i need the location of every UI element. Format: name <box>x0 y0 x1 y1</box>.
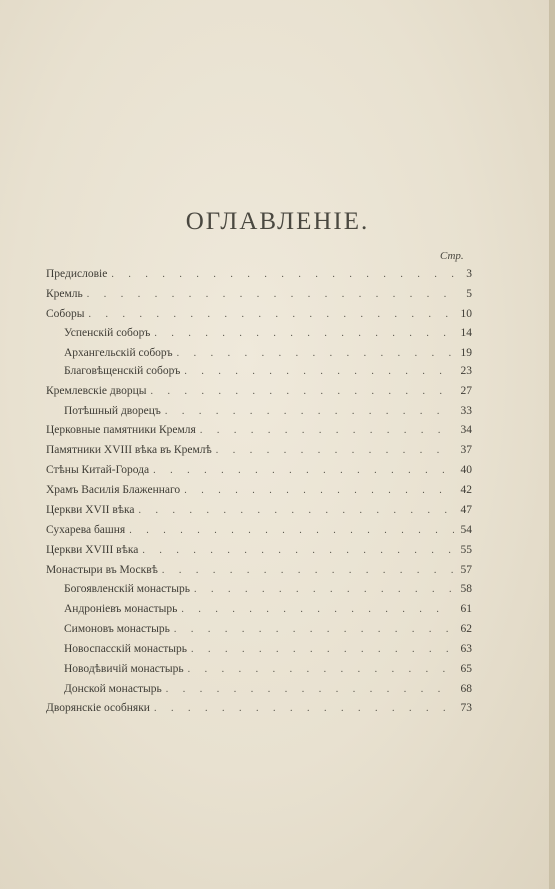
toc-entry <box>64 583 472 601</box>
dot-leader <box>111 269 454 280</box>
dot-leader <box>184 485 454 496</box>
toc-entry-page-number: 3 <box>466 268 472 280</box>
toc-entry-page-number: 57 <box>460 564 472 576</box>
toc-entry <box>46 288 472 306</box>
toc-entry-title: Сухарева башня <box>46 524 126 536</box>
toc-entry-title: Богоявленскiй монастырь <box>64 583 190 595</box>
toc-entry <box>64 683 472 701</box>
toc-entry-page-number: 19 <box>460 347 472 359</box>
toc-entry-title: Потѣшный дворецъ <box>64 405 161 417</box>
toc-entry <box>64 405 472 423</box>
toc-entry-title: Новодѣвичiй монастырь <box>64 663 184 675</box>
dot-leader <box>191 644 454 655</box>
dot-leader <box>89 309 455 320</box>
toc-entry <box>46 268 472 286</box>
toc-entry <box>64 663 472 681</box>
toc-entry-title: Кремлевскiе дворцы <box>46 385 147 397</box>
toc-entry-title: Успенскiй соборъ <box>64 327 151 339</box>
dot-leader <box>154 328 454 339</box>
toc-entry-title: Донской монастырь <box>64 683 162 695</box>
dot-leader <box>194 584 454 595</box>
toc-entry-page-number: 73 <box>460 702 472 714</box>
toc-entry-page-number: 37 <box>460 444 472 456</box>
toc-entry <box>46 524 472 542</box>
dot-leader <box>165 406 454 417</box>
toc-entry <box>46 464 472 482</box>
toc-entry <box>46 385 472 403</box>
toc-entry-title: Монастыри въ Москвѣ <box>46 564 158 576</box>
toc-entry <box>64 347 472 365</box>
toc-entry <box>64 327 472 345</box>
toc-entry-page-number: 42 <box>460 484 472 496</box>
toc-entry-page-number: 65 <box>460 663 472 675</box>
toc-entry-page-number: 23 <box>460 365 472 377</box>
toc-entry-page-number: 54 <box>460 524 472 536</box>
toc-entry-page-number: 47 <box>460 504 472 516</box>
toc-entry-page-number: 10 <box>460 308 472 320</box>
toc-entry-title: Благовѣщенскiй соборъ <box>64 365 181 377</box>
toc-entry-page-number: 27 <box>460 385 472 397</box>
toc-entry <box>64 365 472 383</box>
toc-entry-title: Церковные памятники Кремля <box>46 424 196 436</box>
dot-leader <box>139 505 454 516</box>
toc-entry-page-number: 55 <box>460 544 472 556</box>
toc-entry-page-number: 61 <box>460 603 472 615</box>
toc-entry <box>64 623 472 641</box>
toc-entry-page-number: 58 <box>460 583 472 595</box>
toc-entry-title: Архангельскiй соборъ <box>64 347 173 359</box>
dot-leader <box>184 366 454 377</box>
toc-entry <box>46 424 472 442</box>
page-column-label: Стр. <box>440 250 464 262</box>
toc-entry-page-number: 68 <box>460 683 472 695</box>
toc-entry-title: Стѣны Китай-Города <box>46 464 150 476</box>
dot-leader <box>142 545 454 556</box>
toc-entry-title: Кремль <box>46 288 83 300</box>
toc-entry <box>46 702 472 720</box>
dot-leader <box>216 445 454 456</box>
toc-entry-title: Церкви XVII вѣка <box>46 504 135 516</box>
toc-entry-page-number: 40 <box>460 464 472 476</box>
toc-entry-title: Андронiевъ монастырь <box>64 603 178 615</box>
toc-entry-page-number: 14 <box>460 327 472 339</box>
toc-entry-page-number: 63 <box>460 643 472 655</box>
toc-entry <box>46 308 472 326</box>
dot-leader <box>166 684 454 695</box>
toc-entry-title: Соборы <box>46 308 85 320</box>
toc-entry <box>46 564 472 582</box>
dot-leader <box>129 525 454 536</box>
toc-entry-page-number: 33 <box>460 405 472 417</box>
toc-entry-title: Храмъ Василiя Блаженнаго <box>46 484 181 496</box>
dot-leader <box>162 565 454 576</box>
dot-leader <box>174 624 454 635</box>
dot-leader <box>181 604 454 615</box>
dot-leader <box>87 289 454 300</box>
toc-entry <box>64 603 472 621</box>
toc-entry-title: Предисловiе <box>46 268 108 280</box>
toc-entry-title: Церкви XVIII вѣка <box>46 544 139 556</box>
contents-heading: ОГЛАВЛЕНIЕ. <box>185 208 370 235</box>
dot-leader <box>154 703 454 714</box>
dot-leader <box>188 664 454 675</box>
dot-leader <box>200 425 454 436</box>
dot-leader <box>177 348 454 359</box>
toc-entry-page-number: 62 <box>460 623 472 635</box>
toc-entry <box>46 544 472 562</box>
toc-entry-title: Симоновъ монастырь <box>64 623 170 635</box>
toc-entry <box>46 504 472 522</box>
toc-entry <box>46 444 472 462</box>
toc-entry-page-number: 34 <box>460 424 472 436</box>
dot-leader <box>153 465 454 476</box>
toc-entry-title: Памятники XVIII вѣка въ Кремлѣ <box>46 444 212 456</box>
toc-entry <box>64 643 472 661</box>
toc-entry <box>46 484 472 502</box>
toc-entry-page-number: 5 <box>466 288 472 300</box>
toc-entry-title: Дворянскiе особняки <box>46 702 150 714</box>
dot-leader <box>150 386 454 397</box>
toc-entry-title: Новоспасскiй монастырь <box>64 643 187 655</box>
